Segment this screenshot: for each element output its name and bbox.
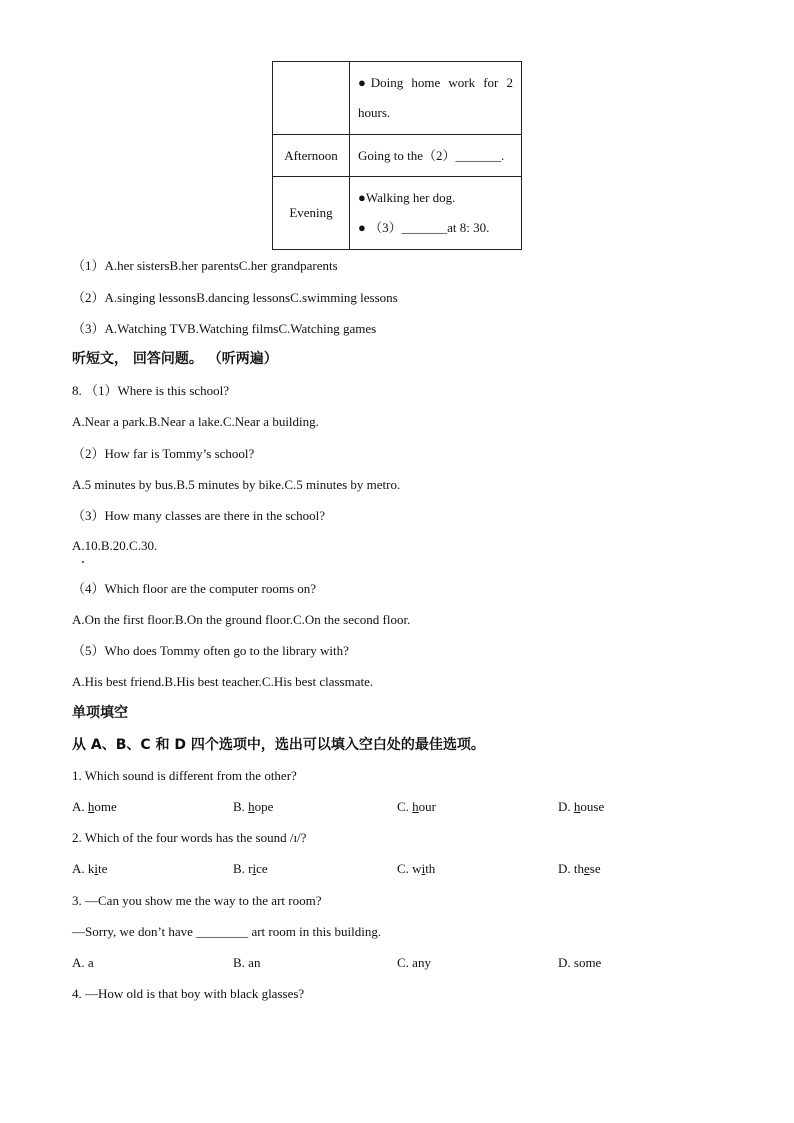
schedule-activity-line: Going to the（2）_______. bbox=[358, 147, 505, 163]
option-c: C. any bbox=[397, 955, 431, 970]
option-rest: ce bbox=[256, 861, 268, 876]
schedule-time-cell: Evening bbox=[273, 177, 350, 250]
option-rest: our bbox=[418, 799, 437, 814]
fill-question-1-options bbox=[72, 799, 672, 815]
fill-question-3-line-1: 3. —Can you show me the way to the art room? bbox=[72, 893, 322, 908]
option-rest: ope bbox=[254, 799, 274, 814]
table-question-3-options: （3）A.Watching TVB.Watching filmsC.Watching games bbox=[72, 321, 377, 336]
question-8-3: （3）How many classes are there in the school? bbox=[72, 508, 326, 523]
schedule-activity-line: ●Doing home work for 2 bbox=[358, 75, 513, 90]
question-8-5: （5）Who does Tommy often go to the library with? bbox=[72, 643, 349, 658]
schedule-time-cell: Afternoon bbox=[273, 135, 350, 177]
option-a bbox=[72, 799, 117, 815]
option-prefix: D. bbox=[558, 799, 574, 814]
fill-question-3-line-2: —Sorry, we don’t have ________ art room in this building. bbox=[72, 924, 382, 939]
option-rest: th bbox=[425, 861, 436, 876]
table-question-2-options: （2）A.singing lessonsB.dancing lessonsC.swimming lessons bbox=[72, 290, 398, 305]
schedule-activity-line: ● （3）_______at 8: 30. bbox=[358, 220, 490, 235]
schedule-row-morning bbox=[273, 62, 522, 135]
option-c bbox=[397, 861, 435, 877]
schedule-activity-line: hours. bbox=[358, 105, 391, 120]
option-c bbox=[397, 799, 436, 815]
option-b bbox=[233, 799, 273, 815]
schedule-activity-cell bbox=[350, 62, 522, 135]
fill-question-2-options bbox=[72, 861, 672, 877]
option-rest: ouse bbox=[580, 799, 605, 814]
option-prefix: B. bbox=[233, 799, 249, 814]
question-8-4: （4）Which floor are the computer rooms on? bbox=[72, 581, 317, 596]
fill-section-heading: 单项填空 bbox=[72, 705, 128, 721]
underlined-letter: h bbox=[248, 799, 255, 814]
underlined-letter: h bbox=[573, 799, 581, 814]
underlined-letter: e bbox=[584, 861, 590, 876]
schedule-activity-line: ●Walking her dog. bbox=[358, 190, 456, 205]
option-d bbox=[558, 799, 604, 815]
option-a: A. a bbox=[72, 955, 94, 970]
fill-question-2: 2. Which of the four words has the sound /ɪ/? bbox=[72, 830, 307, 845]
fill-question-4-line-1: 4. —How old is that boy with black glasses? bbox=[72, 986, 305, 1001]
option-prefix: A. bbox=[72, 799, 88, 814]
option-prefix: D. th bbox=[558, 861, 584, 876]
question-8-1: 8. （1）Where is this school? bbox=[72, 383, 230, 398]
table-question-1-options: （1）A.her sistersB.her parentsC.her grandparents bbox=[72, 258, 338, 273]
schedule-activity-cell bbox=[350, 135, 522, 177]
question-8-5-options: A.His best friend.B.His best teacher.C.His best classmate. bbox=[72, 674, 374, 689]
option-rest: ome bbox=[94, 799, 117, 814]
option-b bbox=[233, 861, 268, 877]
schedule-activity-cell bbox=[350, 177, 522, 250]
question-8-2-options: A.5 minutes by bus.B.5 minutes by bike.C.5 minutes by metro. bbox=[72, 477, 401, 492]
fill-section-instruction: 从 A、B、C 和 D 四个选项中，选出可以填入空白处的最佳选项。 bbox=[72, 737, 485, 753]
option-d bbox=[558, 861, 601, 877]
schedule-row-evening bbox=[273, 177, 522, 250]
listening-section-heading: 听短文， 回答问题。 （听两遍） bbox=[72, 351, 278, 367]
option-prefix: A. k bbox=[72, 861, 95, 876]
fill-question-3-options bbox=[72, 955, 672, 971]
option-b: B. an bbox=[233, 955, 261, 970]
option-rest: se bbox=[589, 861, 601, 876]
schedule-table bbox=[272, 61, 522, 250]
underlined-letter: i bbox=[421, 861, 426, 876]
question-8-2: （2）How far is Tommy’s school? bbox=[72, 446, 255, 461]
option-rest: te bbox=[98, 861, 108, 876]
underlined-letter: i bbox=[94, 861, 99, 876]
underlined-letter: i bbox=[252, 861, 257, 876]
underlined-letter: h bbox=[412, 799, 419, 814]
schedule-row-afternoon bbox=[273, 135, 522, 177]
question-8-3-options: A.10.B.20.C.30. bbox=[72, 538, 158, 553]
schedule-time-cell bbox=[273, 62, 350, 135]
question-8-4-options: A.On the first floor.B.On the ground floor.C.On the second floor. bbox=[72, 612, 411, 627]
option-prefix: C. bbox=[397, 799, 413, 814]
fill-question-1: 1. Which sound is different from the other? bbox=[72, 768, 297, 783]
option-prefix: C. w bbox=[397, 861, 422, 876]
option-prefix: B. r bbox=[233, 861, 253, 876]
option-a bbox=[72, 861, 107, 877]
question-8-1-options: A.Near a park.B.Near a lake.C.Near a building. bbox=[72, 414, 319, 429]
option-d: D. some bbox=[558, 955, 602, 970]
stray-dot bbox=[82, 561, 84, 563]
underlined-letter: h bbox=[87, 799, 95, 814]
